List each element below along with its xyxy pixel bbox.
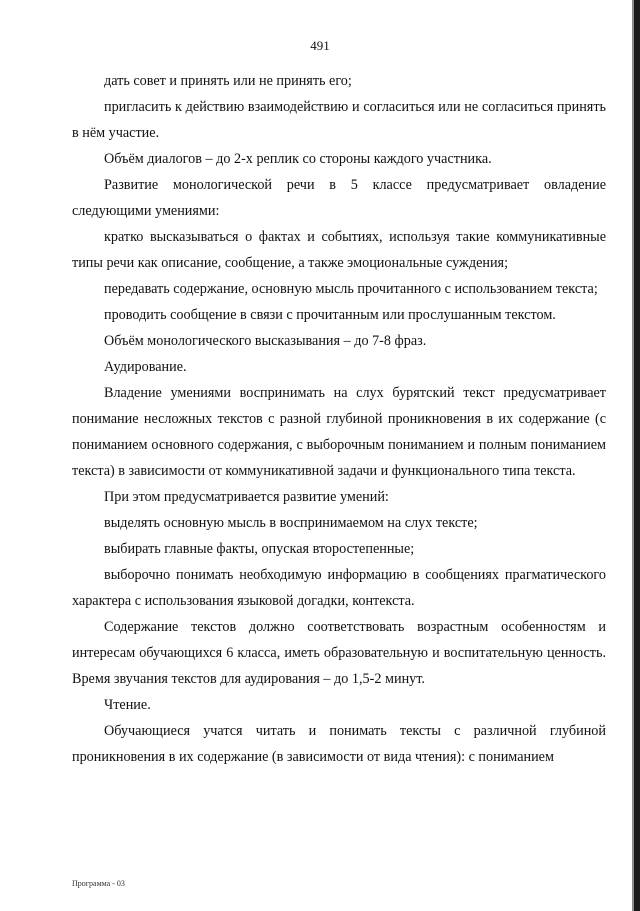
paragraph: Владение умениями воспринимать на слух бурятский текст предусматривает понимание несложных текстов с разной глубиной проникновения в их содержание (с пониманием основного содержания, с выборочным пониманием и полным пониманием текста) в зависимости от коммуникативной задачи и функционального типа текста. (72, 385, 606, 479)
paragraph: проводить сообщение в связи с прочитанным или прослушанным текстом. (104, 307, 556, 323)
paragraph: дать совет и принять или не принять его; (104, 73, 352, 89)
paragraph: Объём диалогов – до 2-х реплик со стороны каждого участника. (104, 151, 492, 167)
paragraph: выделять основную мысль в воспринимаемом на слух тексте; (104, 515, 478, 531)
paragraph: выбирать главные факты, опуская второстепенные; (104, 541, 415, 557)
paragraph: Обучающиеся учатся читать и понимать тексты с различной глубиной проникновения в их содержание (в зависимости от вида чтения): с пониманием (72, 723, 606, 765)
paragraph: выборочно понимать необходимую информацию в сообщениях прагматического характера с использования языковой догадки, контекста. (72, 567, 606, 609)
section-heading: Аудирование. (104, 359, 187, 375)
section-heading: Чтение. (104, 697, 151, 713)
footer-label: Программа - 03 (72, 879, 125, 888)
paragraph: При этом предусматривается развитие умений: (104, 489, 389, 505)
page-number: 491 (310, 38, 330, 53)
paragraph: кратко высказываться о фактах и событиях, используя такие коммуникативные типы речи как описание, сообщение, а также эмоциональные суждения; (72, 229, 606, 271)
paragraph: Развитие монологической речи в 5 классе предусматривает овладение следующими умениями: (72, 177, 606, 219)
paragraph: передавать содержание, основную мысль прочитанного с использованием текста; (104, 281, 598, 297)
document-body (72, 68, 606, 770)
paragraph: Содержание текстов должно соответствовать возрастным особенностям и интересам обучающихся 6 класса, иметь образовательную и воспитательную ценность. Время звучания текстов для аудирования – до 1,5-2 минут. (72, 619, 606, 687)
paragraph: пригласить к действию взаимодействию и согласиться или не согласиться принять в нём участие. (72, 99, 606, 141)
paragraph: Объём монологического высказывания – до 7-8 фраз. (104, 333, 427, 349)
scan-edge-shadow (634, 0, 640, 911)
